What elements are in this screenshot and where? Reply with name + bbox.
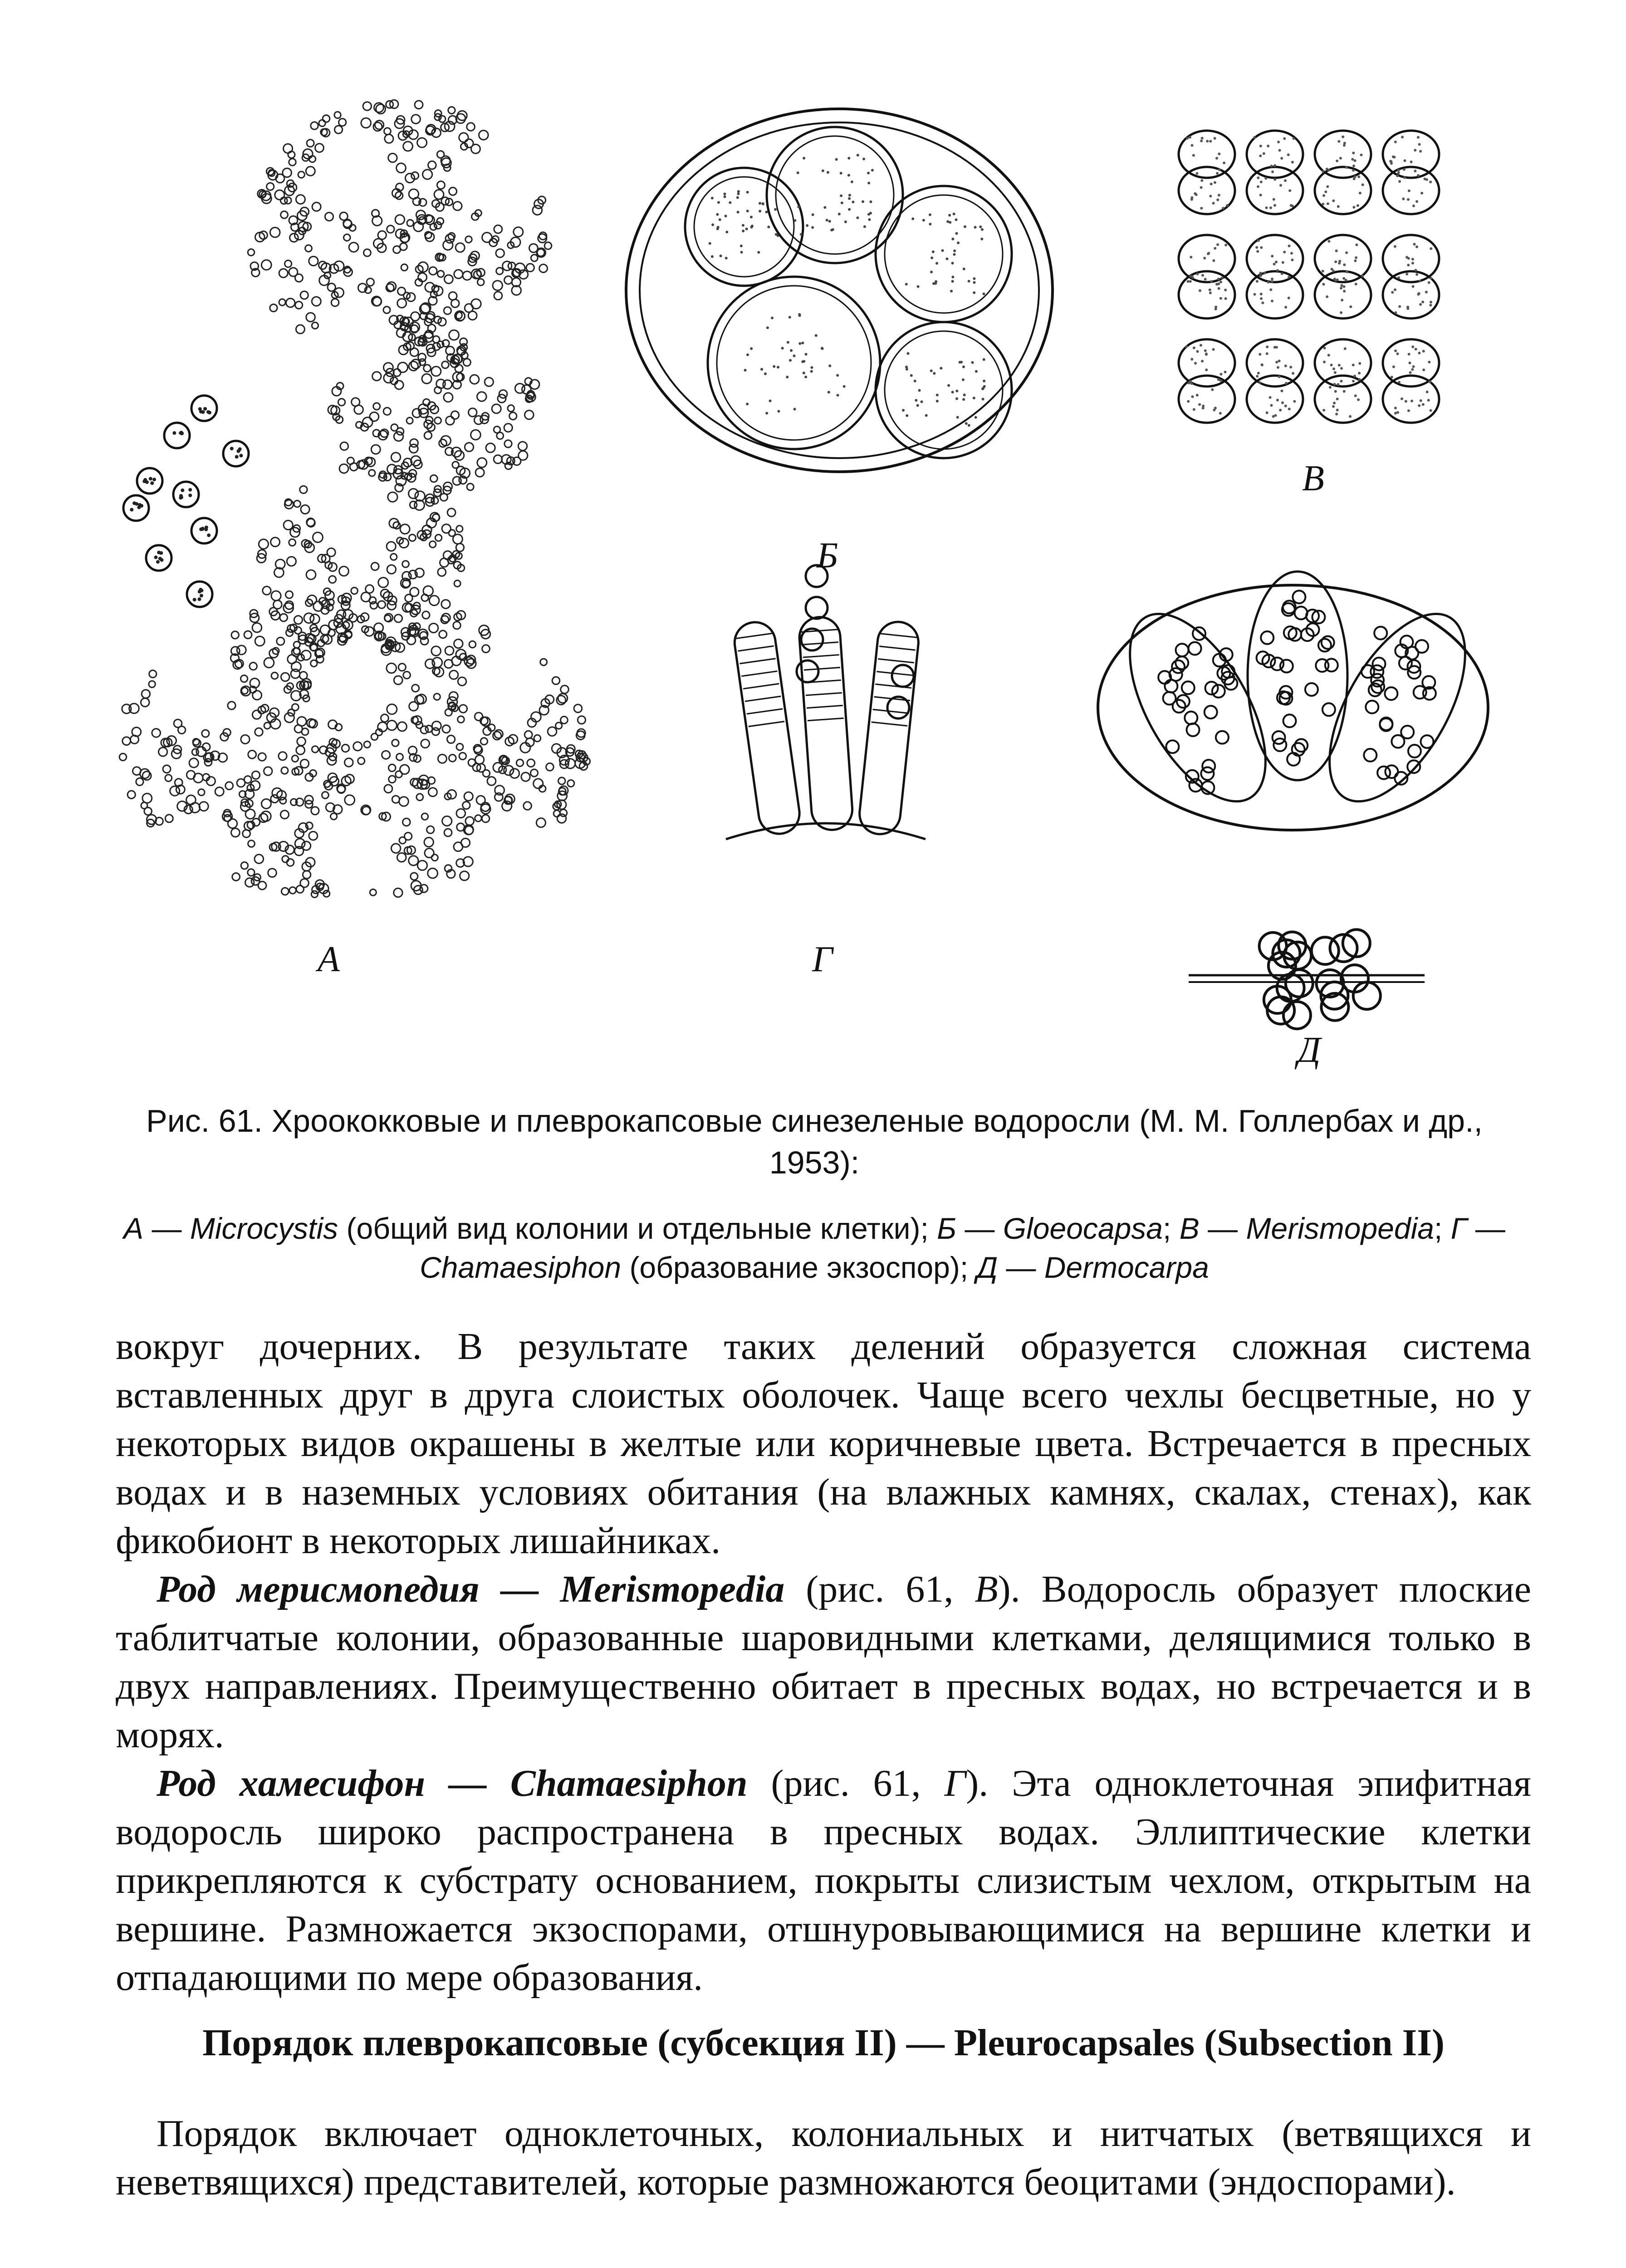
section-heading: Порядок плеврокапсовые (субсекция II) — Pleurocapsales (Subsection II) — [202, 2022, 1445, 2064]
merismopedia-ref-letter: В — [975, 1568, 998, 1610]
legend-taxon-v: Merismopedia — [1246, 1212, 1434, 1245]
dermocarpa-cluster-drawing — [1189, 929, 1425, 1029]
figure-legend: А — Microcystis (общий вид колонии и отдельные клетки); Б — Gloeocapsa; В — Merismopedia; Г — Chamaesiphon (образование экзоспор); Д — Dermocarpa — [123, 1212, 1505, 1284]
merismopedia-title: Род мерисмопедия — Merismopedia — [157, 1568, 785, 1610]
chamaesiphon-ref-suffix: ). — [966, 1762, 989, 1804]
merismopedia-ref-prefix: (рис. 61, — [806, 1568, 975, 1610]
legend-desc-a: (общий вид колонии и отдельные клетки); — [346, 1212, 929, 1245]
paragraph-merismopedia — [116, 1565, 1531, 1759]
figure-label-d: Д — [1298, 1030, 1321, 1070]
legend-desc-g: (образование экзоспор); — [629, 1251, 969, 1284]
figure-label-a: А — [318, 939, 340, 979]
paragraph-chamaesiphon — [116, 1759, 1531, 2002]
legend-letter-v: В — [1179, 1212, 1200, 1245]
legend-taxon-d: Dermocarpa — [1044, 1251, 1209, 1284]
gloeocapsa-drawing — [626, 109, 1053, 472]
merismopedia-text: Водоросль образует плоские таблитчатые колонии, образованные шаровидными клетками, делящимися только в двух направлениях. Преимущественно обитает в пресных водах, но встречается и в морях. — [116, 1568, 1532, 1756]
figure-label-v: В — [1302, 459, 1324, 499]
chamaesiphon-drawing — [726, 565, 926, 839]
chamaesiphon-ref-prefix: (рис. 61, — [771, 1762, 945, 1804]
paragraph-pleurocapsales: Порядок включает одноклеточных, колониальных и нитчатых (ветвящихся и неветвящихся) представителей, которые размножаются беоцитами (эндоспорами). — [116, 2112, 1531, 2203]
figure-61 — [0, 0, 1626, 1089]
legend-letter-b: Б — [937, 1212, 957, 1245]
microcystis-colony-drawing — [119, 100, 590, 897]
paragraph-continuation: вокруг дочерних. В результате таких делений образуется сложная система вставленных друг в друга слоистых оболочек. Чаще всего чехлы бесцветные, но у некоторых видов окрашены в желтые или коричневые цвета. Встречается в пресных водах и в наземных условиях обитания (на влажных камнях, скалах, стенах), как фикобионт в некоторых лишайниках. — [116, 1325, 1531, 1562]
chamaesiphon-title: Род хамесифон — Chamaesiphon — [157, 1762, 748, 1804]
body-text-block-1 — [116, 1322, 1531, 2002]
figure-illustrations — [0, 0, 1626, 1089]
legend-taxon-b: Gloeocapsa — [1003, 1212, 1163, 1245]
figure-label-b: Б — [817, 536, 838, 576]
legend-taxon-g: Chamaesiphon — [420, 1251, 622, 1284]
body-text-block-2 — [116, 2109, 1531, 2206]
legend-letter-d: Д — [976, 1251, 998, 1284]
chamaesiphon-ref-letter: Г — [944, 1762, 966, 1804]
dermocarpa-sporangia-drawing — [1098, 572, 1493, 830]
legend-taxon-a: Microcystis — [190, 1212, 338, 1245]
figure-caption: Рис. 61. Хроококковые и плеврокапсовые синезеленые водоросли (М. М. Голлербах и др., 1953): — [146, 1103, 1483, 1180]
merismopedia-ref-suffix: ). — [998, 1568, 1020, 1610]
legend-letter-g: Г — [1450, 1212, 1467, 1245]
microcystis-single-cells-drawing — [123, 396, 249, 607]
figure-label-g: Г — [812, 939, 833, 979]
merismopedia-drawing — [1179, 131, 1439, 423]
legend-letter-a: А — [123, 1212, 144, 1245]
chamaesiphon-text: Эта одноклеточная эпифитная водоросль широко распространена в пресных водах. Эллиптические клетки прикрепляются к субстрату основанием, покрыты слизистым чехлом, открытым на вершине. Размножается экзоспорами, отшнуровывающимися на вершине клетки и отпадающими по мере образования. — [116, 1762, 1532, 1999]
